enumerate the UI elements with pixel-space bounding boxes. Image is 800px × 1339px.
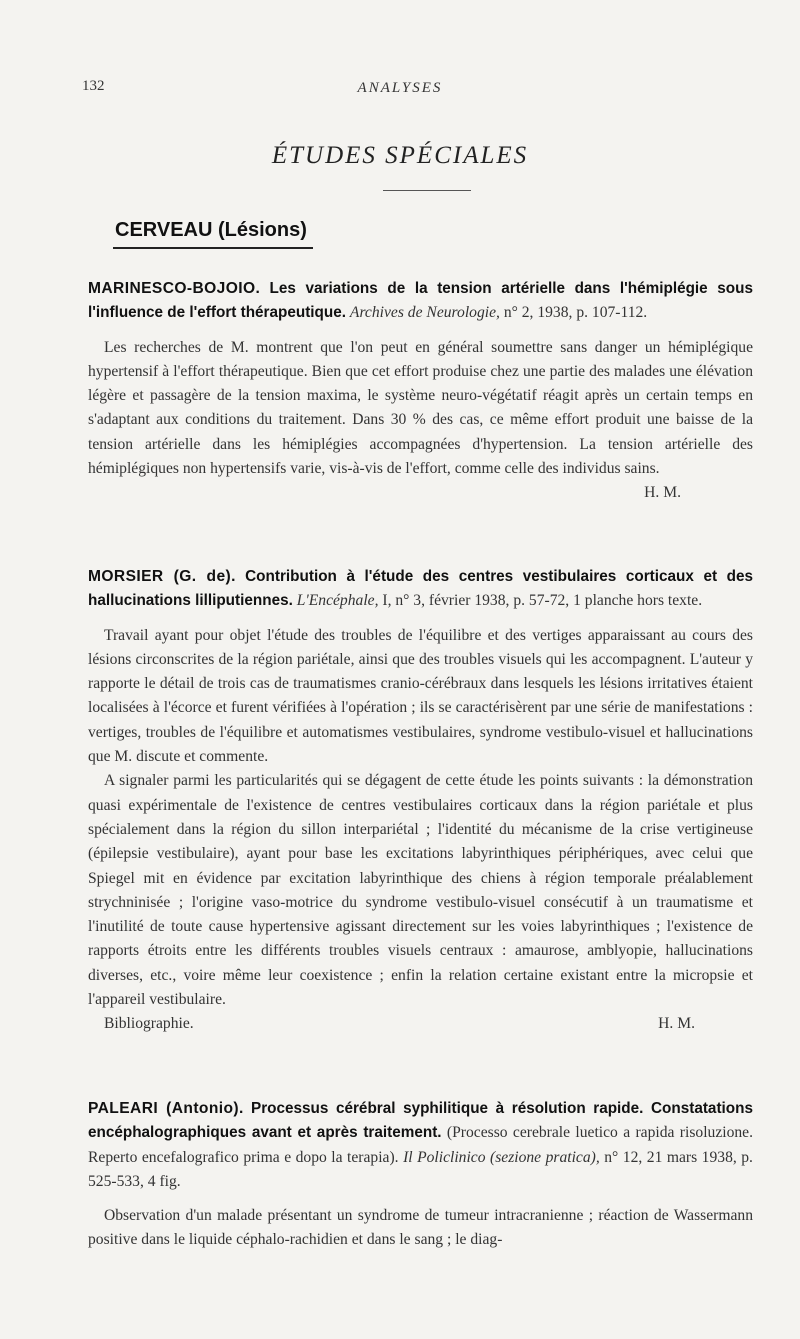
review-entry — [88, 565, 753, 1037]
entry-body — [88, 336, 753, 482]
entry-journal: Il Policlinico (sezione pratica), — [403, 1148, 600, 1166]
entry-paragraph: A signaler parmi les particularités qui se dégagent de cette étude les points suivants : la démonstration quasi expérimentale de l'existence de centres vestibulaires corticaux dans la région pariétale et plus spécialement dans la région du sillon interpariétal ; l'identité du mécanisme de la crise vertigineuse (épilepsie vestibulaire), ayant pour base les excitations labyrinthiques périphériques, avec celui que Spiegel mit en évidence par excitation labyrinthique des chiens à région temporale préalablement strychninisée ; l'origine vaso-motrice du syndrome vestibulo-visuel consécutif à un traumatisme et l'inutilité de toute cause hypertensive agissant directement sur les voies labyrinthiques ; l'existence de rapports étroits entre les différents troubles visuels centraux : amaurose, amblyopie, hallucinations diverses, etc., voire même leur coexistence ; enfin la relation certaine existant entre la micropsie et l'appareil vestibulaire. — [88, 772, 753, 1009]
entry-title: Contribution à l'étude des centres vestibulaires corticaux et des hallucinations lilliputiennes. — [88, 568, 753, 610]
entry-citation: I, n° 3, février 1938, p. 57-72, 1 planche hors texte. — [382, 592, 703, 610]
entry-closing: Bibliographie. — [104, 1015, 194, 1033]
entry-paragraph: Les recherches de M. montrent que l'on peut en général soumettre sans danger un hémiplégique hypertensif à l'effort thérapeutique. Bien que cet effort produise chez une partie des malades une élévation légère et passagère de la tension maxima, le système neuro-végétatif réagit après un certain temps en s'adaptant aux conditions du traitement. Dans 30 % des cas, ce même effort produit une baisse de la tension artérielle dans les hémiplégies accompagnées d'hypertension. La tension artérielle des hémiplégiques non hypertensifs varie, vis-à-vis de l'effort, comme celle des individus sains. — [88, 338, 753, 478]
divider — [383, 190, 471, 191]
entry-body — [88, 624, 753, 1037]
entry-paragraph: Observation d'un malade présentant un syndrome de tumeur intracranienne ; réaction de Wassermann positive dans le liquide céphalo-rachidien et dans le sang ; le diag- — [88, 1207, 753, 1249]
entry-title: Les variations de la tension artérielle dans l'hémiplégie sous l'influence de l'effort thérapeutique. — [88, 280, 753, 322]
entry-journal: Archives de Neurologie, — [349, 304, 500, 322]
entry-heading — [88, 1097, 753, 1194]
review-entry — [88, 1097, 753, 1253]
entry-signature: H. M. — [658, 1015, 695, 1033]
entry-title: Processus cérébral syphilitique à résolution rapide. Constatations encéphalographiques avant et après traitement. — [88, 1100, 753, 1142]
running-head — [0, 78, 800, 102]
entry-author: MARINESCO-BOJOIO. — [88, 280, 261, 297]
page-number: 132 — [82, 78, 105, 94]
entry-journal: L'Encéphale, — [296, 592, 379, 610]
subsection-underline — [113, 247, 313, 249]
entry-signature: H. M. — [644, 484, 681, 502]
entry-citation: n° 2, 1938, p. 107-112. — [503, 304, 648, 322]
review-entry — [88, 277, 753, 505]
entry-author: PALEARI (Antonio). — [88, 1100, 244, 1117]
entry-translation: (Processo cerebrale luetico a rapida risoluzione. Reperto encefalografico prima e dopo la terapia). — [88, 1124, 753, 1166]
entry-paragraph: Travail ayant pour objet l'étude des troubles de l'équilibre et des vertiges apparaissant au cours des lésions circonscrites de la région pariétale, ainsi que des troubles visuels qui les accompagnent. L'auteur y rapporte le détail de trois cas de traumatismes cranio-cérébraux dans lesquels les lésions irritatives étaient localisées à l'écorce et furent vérifiées à l'opération ; ils se caractérisèrent par une série de manifestations : vertiges, troubles de l'équilibre et automatismes vestibulaires, syndrome vestibulo-visuel et hallucinations que M. discute et commente. — [88, 626, 753, 766]
section-title: ÉTUDES SPÉCIALES — [271, 142, 529, 169]
entry-body — [88, 1204, 753, 1253]
entry-citation: n° 12, 21 mars 1938, p. 525-533, 4 fig. — [88, 1148, 753, 1190]
entry-heading — [88, 277, 753, 326]
subsection-title: CERVEAU (Lésions) — [115, 219, 307, 241]
entry-heading — [88, 565, 753, 614]
running-title: ANALYSES — [357, 80, 443, 96]
entry-author: MORSIER (G. de). — [88, 568, 236, 585]
entry-closing-line — [88, 1012, 753, 1036]
